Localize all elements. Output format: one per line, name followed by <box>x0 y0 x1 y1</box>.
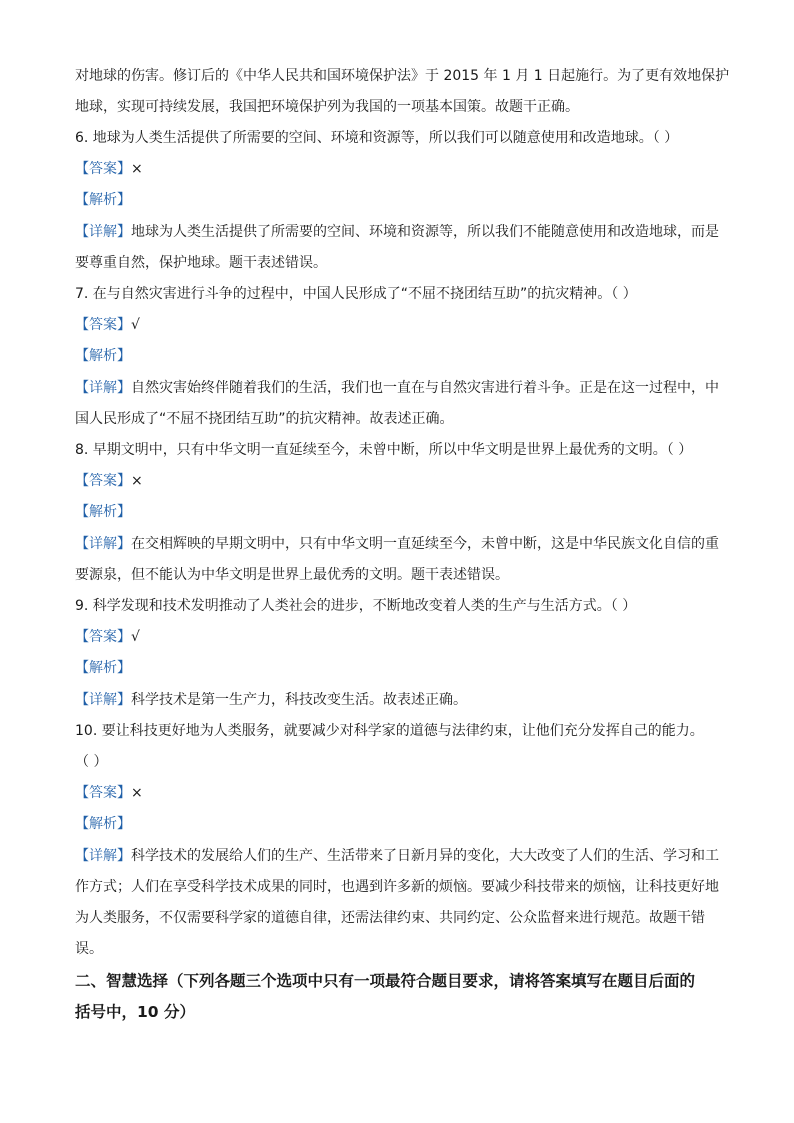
analysis-tag: 【解析】 <box>75 660 131 676</box>
text-line: 作方式；人们在享受科学技术成果的同时，也遇到许多新的烦恼。要减少科技带来的烦恼，让科技更好地 <box>75 879 719 895</box>
answer-tag: 【答案】 <box>75 161 131 177</box>
detail-line: 【详解】自然灾害始终伴随着我们的生活，我们也一直在与自然灾害进行着斗争。正是在这一过程中，中 <box>75 380 719 396</box>
answer-value: × <box>131 473 143 489</box>
text-line: 要尊重自然，保护地球。题干表述错误。 <box>75 255 327 271</box>
analysis-tag: 【解析】 <box>75 816 131 832</box>
question-6: 6. 地球为人类生活提供了所需要的空间、环境和资源等，所以我们可以随意使用和改造地球。（ ） <box>75 130 679 146</box>
question-8: 8. 早期文明中，只有中华文明一直延续至今，未曾中断，所以中华文明是世界上最优秀的文明。（ ） <box>75 442 693 458</box>
detail-tag: 【详解】 <box>75 224 131 240</box>
detail-tag: 【详解】 <box>75 692 131 708</box>
answer-tag: 【答案】 <box>75 473 131 489</box>
answer-value: √ <box>131 317 140 333</box>
analysis-tag: 【解析】 <box>75 504 131 520</box>
text-line: 要源泉，但不能认为中华文明是世界上最优秀的文明。题干表述错误。 <box>75 567 509 583</box>
question-10: 10. 要让科技更好地为人类服务，就要减少对科学家的道德与法律约束，让他们充分发挥自己的能力。 <box>75 723 704 739</box>
question-7: 7. 在与自然灾害进行斗争的过程中，中国人民形成了“不屈不挠团结互助”的抗灾精神。（ ） <box>75 286 637 302</box>
analysis-tag: 【解析】 <box>75 192 131 208</box>
text-line: 对地球的伤害。修订后的《中华人民共和国环境保护法》于 2015 年 1 月 1 日起施行。为了更有效地保护 <box>75 68 730 84</box>
detail-tag: 【详解】 <box>75 536 131 552</box>
answer-value: × <box>131 785 143 801</box>
answer-value: √ <box>131 629 140 645</box>
text-line: 为人类服务，不仅需要科学家的道德自律，还需法律约束、共同约定、公众监督来进行规范。故题干错 <box>75 910 705 926</box>
analysis-line <box>75 346 131 366</box>
detail-tag: 【详解】 <box>75 380 131 396</box>
detail-line: 【详解】科学技术是第一生产力，科技改变生活。故表述正确。 <box>75 692 467 708</box>
detail-tag: 【详解】 <box>75 848 131 864</box>
answer-line <box>75 315 140 335</box>
answer-tag: 【答案】 <box>75 317 131 333</box>
detail-line: 【详解】地球为人类生活提供了所需要的空间、环境和资源等，所以我们不能随意使用和改造地球，而是 <box>75 224 719 240</box>
analysis-line <box>75 190 131 210</box>
text-line: 误。 <box>75 941 103 957</box>
detail-line: 【详解】在交相辉映的早期文明中，只有中华文明一直延续至今，未曾中断，这是中华民族文化自信的重 <box>75 536 719 552</box>
answer-line <box>75 159 143 179</box>
text-line: 国人民形成了“不屈不挠团结互助”的抗灾精神。故表述正确。 <box>75 411 454 427</box>
detail-line: 【详解】科学技术的发展给人们的生产、生活带来了日新月异的变化，大大改变了人们的生活、学习和工 <box>75 848 719 864</box>
answer-value: × <box>131 161 143 177</box>
answer-line <box>75 783 143 803</box>
answer-tag: 【答案】 <box>75 629 131 645</box>
analysis-line <box>75 814 131 834</box>
answer-line <box>75 627 140 647</box>
text-line: 地球，实现可持续发展，我国把环境保护列为我国的一项基本国策。故题干正确。 <box>75 99 579 115</box>
analysis-line <box>75 502 131 522</box>
answer-line <box>75 471 143 491</box>
answer-tag: 【答案】 <box>75 785 131 801</box>
analysis-tag: 【解析】 <box>75 348 131 364</box>
section-title-continued: 括号中，10 分） <box>75 1003 195 1021</box>
question-9: 9. 科学发现和技术发明推动了人类社会的进步，不断地改变着人类的生产与生活方式。（ ） <box>75 598 637 614</box>
answer-bracket: （ ） <box>75 754 108 770</box>
analysis-line <box>75 658 131 678</box>
section-title: 二、智慧选择（下列各题三个选项中只有一项最符合题目要求，请将答案填写在题目后面的 <box>75 972 696 990</box>
